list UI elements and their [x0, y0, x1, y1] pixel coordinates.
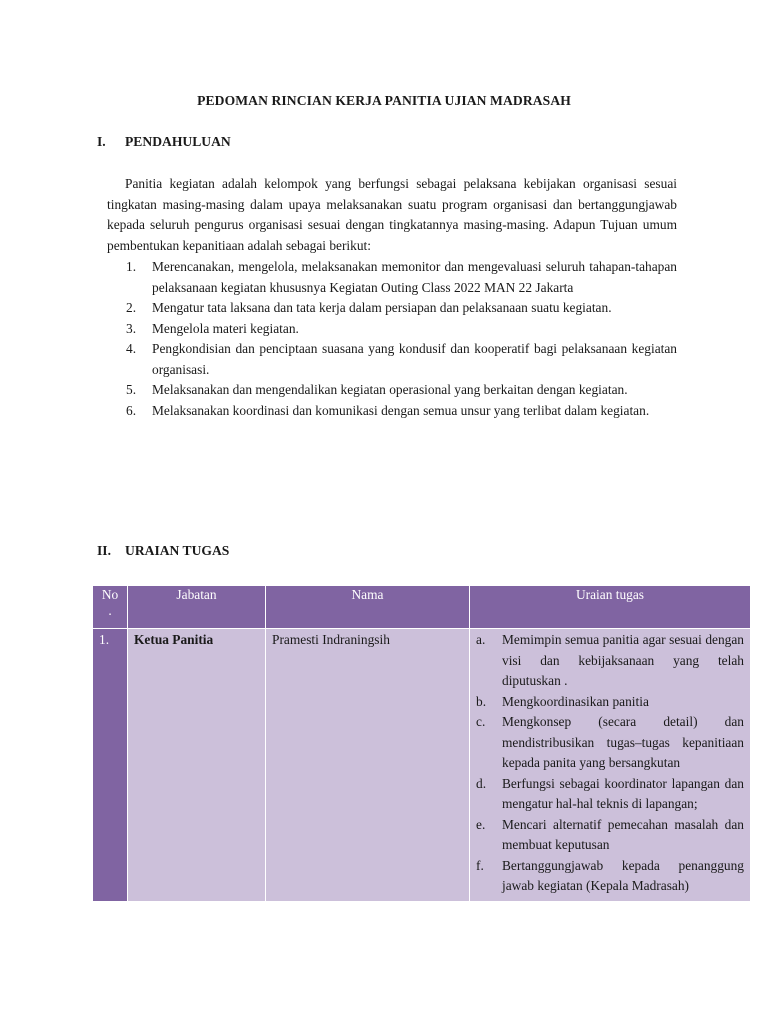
column-header-no: No . [93, 586, 128, 629]
list-item [476, 692, 744, 713]
table-row [93, 629, 751, 902]
column-header-uraian: Uraian tugas [470, 586, 751, 629]
list-marker: d. [476, 775, 487, 791]
column-header-jabatan: Jabatan [128, 586, 266, 629]
list-item [476, 774, 744, 815]
list-item [126, 380, 677, 401]
row-nama: Pramesti Indraningsih [266, 629, 470, 902]
list-item [476, 630, 744, 692]
intro-paragraph: Panitia kegiatan adalah kelompok yang berfungsi sebagai pelaksana kebijakan organisasi sesuai tingkatan masing-masing dalam upaya melaksanakan suatu program organisasi dan bertanggungjawab kepada seluruh pengurus organisasi sesuai dengan tingkatannya masing-masing. Adapun Tujuan umum pembentukan kepanitiaan adalah sebagai berikut: [107, 176, 677, 253]
list-item-text: Mengatur tata laksana dan tata kerja dalam persiapan dan pelaksanaan suatu kegiatan. [152, 300, 612, 315]
list-marker: 1. [126, 259, 137, 274]
duties-table [92, 585, 751, 902]
document-title: PEDOMAN RINCIAN KERJA PANITIA UJIAN MADRASAH [197, 93, 571, 108]
list-item [476, 712, 744, 774]
list-marker: 5. [126, 382, 137, 397]
list-item-text: Mencari alternatif pemecahan masalah dan membuat keputusan [502, 816, 744, 852]
section-title: URAIAN TUGAS [125, 543, 230, 558]
list-item [476, 815, 744, 856]
list-item-text: Bertanggungjawab kepada penanggung jawab kegiatan (Kepala Madrasah) [502, 857, 744, 893]
row-uraian [470, 629, 751, 902]
list-item [126, 298, 677, 319]
section-number: I. [97, 134, 106, 149]
goals-list [126, 257, 677, 421]
list-item-text: Memimpin semua panitia agar sesuai dengan visi dan kebijaksanaan yang telah diputuskan . [502, 632, 744, 688]
list-marker: e. [476, 816, 486, 832]
list-item-text: Berfungsi sebagai koordinator lapangan dan mengatur hal-hal teknis di lapangan; [502, 775, 744, 811]
section-number: II. [97, 543, 111, 558]
list-item-text: Melaksanakan koordinasi dan komunikasi dengan semua unsur yang terlibat dalam kegiatan. [152, 402, 650, 418]
list-item [126, 339, 677, 380]
row-number: 1. [93, 629, 128, 902]
section-heading-pendahuluan [97, 134, 231, 150]
list-marker: 3. [126, 320, 137, 336]
list-item [126, 401, 677, 422]
duties-list [476, 630, 744, 897]
row-jabatan: Ketua Panitia [128, 629, 266, 902]
column-header-nama: Nama [266, 586, 470, 629]
list-item [476, 856, 744, 897]
list-marker: c. [476, 714, 486, 729]
section-heading-uraian-tugas [97, 543, 229, 559]
section-title: PENDAHULUAN [125, 134, 231, 149]
table-header-row [93, 586, 751, 629]
list-marker: 4. [126, 341, 137, 356]
list-item-text: Mengkoordinasikan panitia [502, 693, 649, 709]
list-item-text: Melaksanakan dan mengendalikan kegiatan operasional yang berkaitan dengan kegiatan. [152, 382, 628, 397]
list-item [126, 257, 677, 298]
list-item-text: Mengkonsep (secara detail) dan mendistribusikan tugas–tugas kepanitiaan kepada panita yang bersangkutan [502, 714, 744, 770]
list-marker: 2. [126, 300, 137, 315]
list-item-text: Merencanakan, mengelola, melaksanakan memonitor dan mengevaluasi seluruh tahapan-tahapan pelaksanaan kegiatan khususnya Kegiatan Outing Class 2022 MAN 22 Jakarta [152, 259, 677, 295]
list-item-text: Pengkondisian dan penciptaan suasana yang kondusif dan kooperatif bagi pelaksanaan kegiatan organisasi. [152, 341, 677, 377]
list-marker: a. [476, 632, 486, 647]
list-item-text: Mengelola materi kegiatan. [152, 320, 299, 336]
list-item [126, 319, 677, 340]
list-marker: 6. [126, 402, 137, 418]
list-marker: f. [476, 857, 484, 873]
list-marker: b. [476, 693, 487, 709]
